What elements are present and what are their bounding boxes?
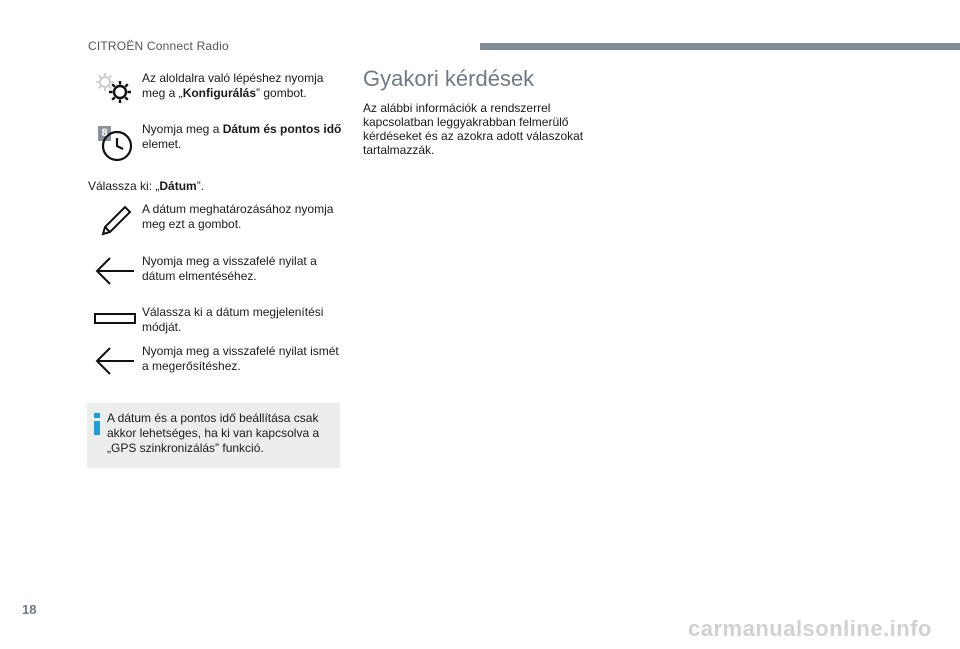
step-set-date bbox=[88, 202, 348, 238]
step-settings-text: Az aloldalra való lépéshez nyomja meg a „Konfigurálás” gombot. bbox=[142, 71, 324, 100]
step-save-date-text: Nyomja meg a visszafelé nyilat a dátum elmentéséhez. bbox=[142, 254, 317, 283]
step-date-format bbox=[88, 305, 348, 335]
back-arrow-icon bbox=[88, 254, 142, 288]
format-bar-icon bbox=[88, 305, 142, 331]
date-time-keyword: Dátum és pontos idő bbox=[222, 122, 342, 136]
pencil-icon bbox=[88, 202, 142, 238]
settings-keyword: Konfigurálás bbox=[182, 86, 257, 100]
settings-gear-icon bbox=[88, 71, 142, 107]
section-title: Gyakori kérdések bbox=[363, 66, 535, 91]
step-save-date bbox=[88, 254, 348, 288]
watermark: carmanualsonline.info bbox=[688, 616, 932, 641]
date-keyword: Dátum bbox=[159, 179, 197, 193]
step-confirm bbox=[88, 344, 348, 378]
step-settings bbox=[88, 71, 348, 107]
step-set-date-text: A dátum meghatározásához nyomja meg ezt a gombot. bbox=[142, 202, 334, 231]
page-number: 18 bbox=[22, 602, 37, 617]
back-arrow-icon bbox=[88, 344, 142, 378]
step-date-time bbox=[88, 122, 348, 164]
select-date-line: Válassza ki: „Dátum”. bbox=[88, 179, 205, 193]
step-confirm-text: Nyomja meg a visszafelé nyilat ismét a megerősítéshez. bbox=[142, 344, 339, 373]
step-date-format-text: Válassza ki a dátum megjelenítési módját. bbox=[142, 305, 324, 334]
clock-badge-number: 8 bbox=[101, 127, 108, 139]
clock-icon bbox=[88, 122, 142, 164]
section-body: Az alábbi információk a rendszerrel kapcsolatban leggyakrabban felmerülő kérdéseket és az azokra adott válaszokat tartalmazzák. bbox=[363, 101, 584, 157]
header-title: CITROËN Connect Radio bbox=[88, 39, 229, 53]
info-note-text: A dátum és a pontos idő beállítása csak akkor lehetséges, ha ki van kapcsolva a „GPS szinkronizálás” funkció. bbox=[107, 411, 320, 455]
info-note-box bbox=[87, 403, 340, 468]
header-rule bbox=[480, 43, 960, 50]
info-icon bbox=[93, 413, 101, 435]
step-date-time-text: Nyomja meg a Dátum és pontos idő elemet. bbox=[142, 122, 342, 151]
